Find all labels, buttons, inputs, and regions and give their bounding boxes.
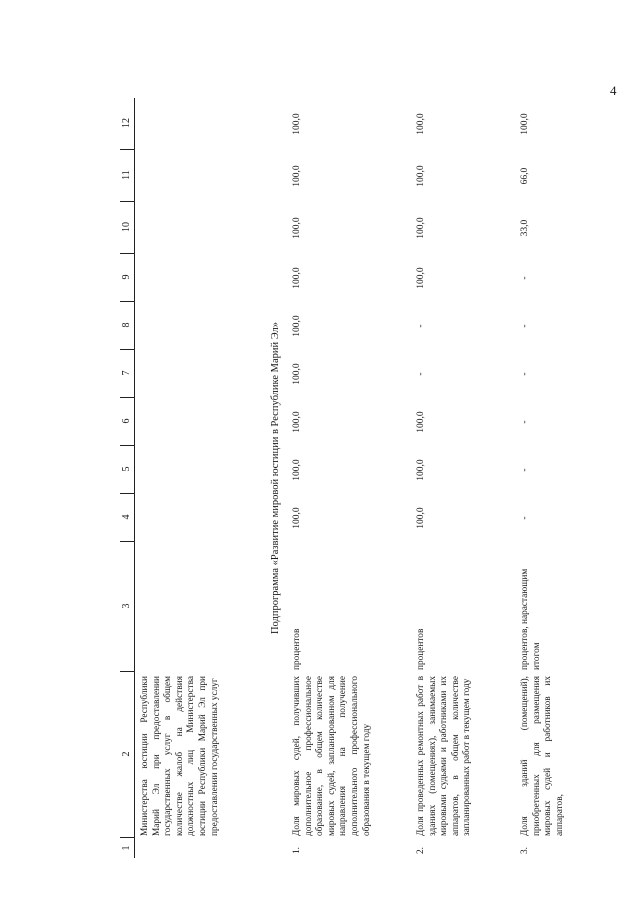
value-cell: 100,0 <box>416 411 426 433</box>
value-cell: 100,0 <box>416 459 426 481</box>
header-cell: 5 <box>120 445 134 494</box>
value-cell: 100,0 <box>292 411 302 433</box>
header-cell: 7 <box>120 349 134 398</box>
value-cell: 100,0 <box>416 217 426 239</box>
value-cell: 100,0 <box>292 113 302 135</box>
header-cell: 12 <box>120 97 134 150</box>
value-cell: 100,0 <box>416 113 426 135</box>
value-cell: - <box>520 372 530 376</box>
row-number: 3. <box>520 847 530 854</box>
row-unit: процентов <box>292 628 302 670</box>
header-cell: 2 <box>120 671 134 838</box>
rotated-table <box>120 98 565 858</box>
header-cell: 6 <box>120 397 134 446</box>
value-cell: 100,0 <box>292 315 302 337</box>
row-number: 2. <box>416 847 426 854</box>
value-cell: - <box>520 468 530 472</box>
value-cell: 100,0 <box>416 267 426 289</box>
value-cell: 100,0 <box>292 363 302 385</box>
value-cell: 66,0 <box>520 167 530 185</box>
page-number: 4 <box>610 83 617 98</box>
intro-text: Министерства юстиции Республики Марий Эл при предоставлении государственных услуг в общем количестве жалоб на действия должностных лиц Министерства юстиции Республики Марий Эл при предоставлении государственных услуг <box>140 676 220 836</box>
value-cell: - <box>416 372 426 376</box>
header-cell: 1 <box>121 845 132 851</box>
header-cell: 9 <box>120 253 134 302</box>
value-cell: - <box>520 516 530 520</box>
header-cell: 8 <box>120 301 134 350</box>
value-cell: 100,0 <box>292 267 302 289</box>
header-cell: 3 <box>120 541 134 672</box>
row-number: 1. <box>292 847 302 854</box>
value-cell: 100,0 <box>292 459 302 481</box>
table-header <box>120 98 135 858</box>
value-cell: 100,0 <box>416 165 426 187</box>
row-text: Доля мировых судей, получивших дополнительное профессиональное образование, в общем количестве мировых судей, запланированном для направления на получение дополнительного профессионального образования в текущем году <box>292 676 372 836</box>
header-cell: 10 <box>120 201 134 254</box>
value-cell: 100,0 <box>292 507 302 529</box>
row-text: Доля проведенных ремонтных работ в зданиях (помещениях), занимаемых мировыми судьями и работниками их аппаратов, в общем количестве запланированных работ в текущем году <box>416 676 473 836</box>
value-cell: - <box>416 324 426 328</box>
row-unit: процентов <box>416 628 426 670</box>
row-unit: процентов, нарастающим итогом <box>520 568 542 670</box>
subprogram-title: Подпрограмма «Развитие мировой юстиции в Республике Марий Эл» <box>270 321 281 635</box>
value-cell: 33,0 <box>520 219 530 237</box>
header-cell: 4 <box>120 493 134 542</box>
value-cell: - <box>520 324 530 328</box>
value-cell: 100,0 <box>292 217 302 239</box>
value-cell: 100,0 <box>416 507 426 529</box>
header-cell: 11 <box>120 149 134 202</box>
value-cell: - <box>520 276 530 280</box>
value-cell: - <box>520 420 530 424</box>
row-text: Доля зданий (помещений), приобретенных для размещения мировых судей и работников их аппаратов, <box>520 676 565 836</box>
value-cell: 100,0 <box>520 113 530 135</box>
value-cell: 100,0 <box>292 165 302 187</box>
